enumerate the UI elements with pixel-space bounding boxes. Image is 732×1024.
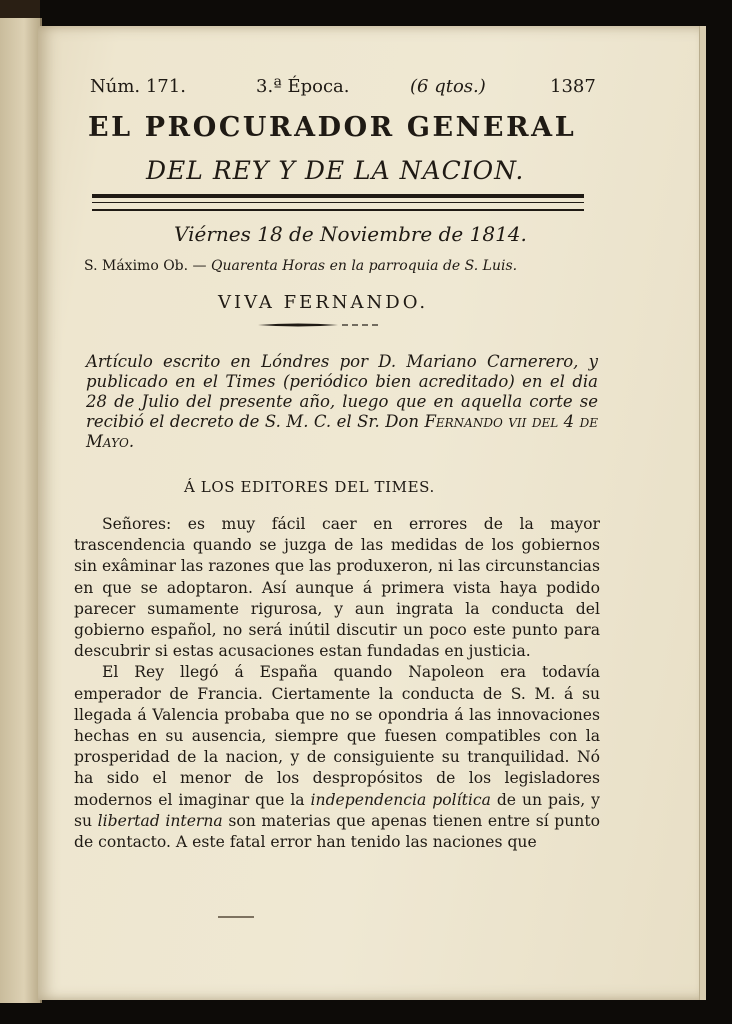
intro-ending: Fernando vii del 4 de Mayo. bbox=[86, 412, 598, 451]
masthead-title: EL PROCURADOR GENERAL bbox=[88, 112, 577, 143]
body-paragraph-1: Señores: es muy fácil caer en errores de la mayor trascendencia quando se juzga de las medidas de los gobiernos sin exâminar las razones que las produxeron, ni las circunstancias en que se adoptaron. Así aunque á primera vista haya podido parecer sumamente rigurosa, y aun ingrata la conducta del gobierno español, no será inútil discutir un poco este punto para descubrir si estas acusaciones estan fundadas en justicia. bbox=[74, 515, 600, 661]
issue-epoch: 3.ª Época. bbox=[256, 76, 350, 97]
issue-header bbox=[90, 76, 600, 104]
intro-text: Artículo escrito en Lóndres por D. Mariano Carnerero, y publicado en el Times (periódico bien acreditado) en el dia 28 de Julio del presente año, luego que en aquella corte se recibió el decreto de S. M. C. el Sr. Don bbox=[86, 352, 598, 431]
saint-of-day: S. Máximo Ob. — bbox=[84, 258, 207, 274]
dateline: Viérnes 18 de Noviembre de 1814. bbox=[174, 222, 527, 246]
newspaper-page bbox=[38, 26, 706, 1000]
masthead-rule-thin bbox=[92, 202, 584, 203]
saint-notice bbox=[84, 258, 517, 274]
masthead-rule-lower bbox=[92, 209, 584, 211]
p2-text-b: de un pais, y su bbox=[74, 790, 600, 830]
footer-mark bbox=[218, 916, 254, 918]
issue-quarters: (6 qtos.) bbox=[410, 76, 486, 97]
body-paragraph-2 bbox=[74, 662, 600, 853]
masthead-subtitle: DEL REY Y DE LA NACION. bbox=[146, 156, 525, 185]
p2-italic-liberty: libertad interna bbox=[97, 811, 223, 830]
p2-text-c: son materias que apenas tienen entre sí punto de contacto. A este fatal error han tenido las naciones que bbox=[74, 811, 600, 852]
issue-number: Núm. 171. bbox=[90, 76, 186, 97]
dark-corner bbox=[0, 0, 40, 18]
page-number: 1387 bbox=[550, 76, 596, 97]
facing-page-edge bbox=[0, 18, 42, 1003]
forty-hours-notice: Quarenta Horas en la parroquia de S. Luis. bbox=[211, 258, 518, 274]
page-edge bbox=[699, 26, 706, 1000]
masthead-rule-thick bbox=[92, 194, 584, 198]
article-introduction bbox=[86, 352, 598, 452]
article-body bbox=[74, 514, 600, 853]
ornament-rule-icon bbox=[258, 322, 388, 328]
motto: VIVA FERNANDO. bbox=[218, 292, 429, 313]
p2-italic-independence: independencia política bbox=[310, 790, 491, 809]
p2-text-a: El Rey llegó á España quando Napoleon era todavía emperador de Francia. Ciertamente la conducta de S. M. á su llegada á Valencia probaba que no se opondria á las innovaciones hechas en su ausencia, siempre que fuesen compatibles con la prosperidad de la nacion, y de consiguiente su tranquilidad. Nó ha sido el menor de los despropósitos de los legisladores modernos el imaginar que la bbox=[74, 663, 600, 809]
section-heading: Á LOS EDITORES DEL TIMES. bbox=[184, 478, 435, 496]
